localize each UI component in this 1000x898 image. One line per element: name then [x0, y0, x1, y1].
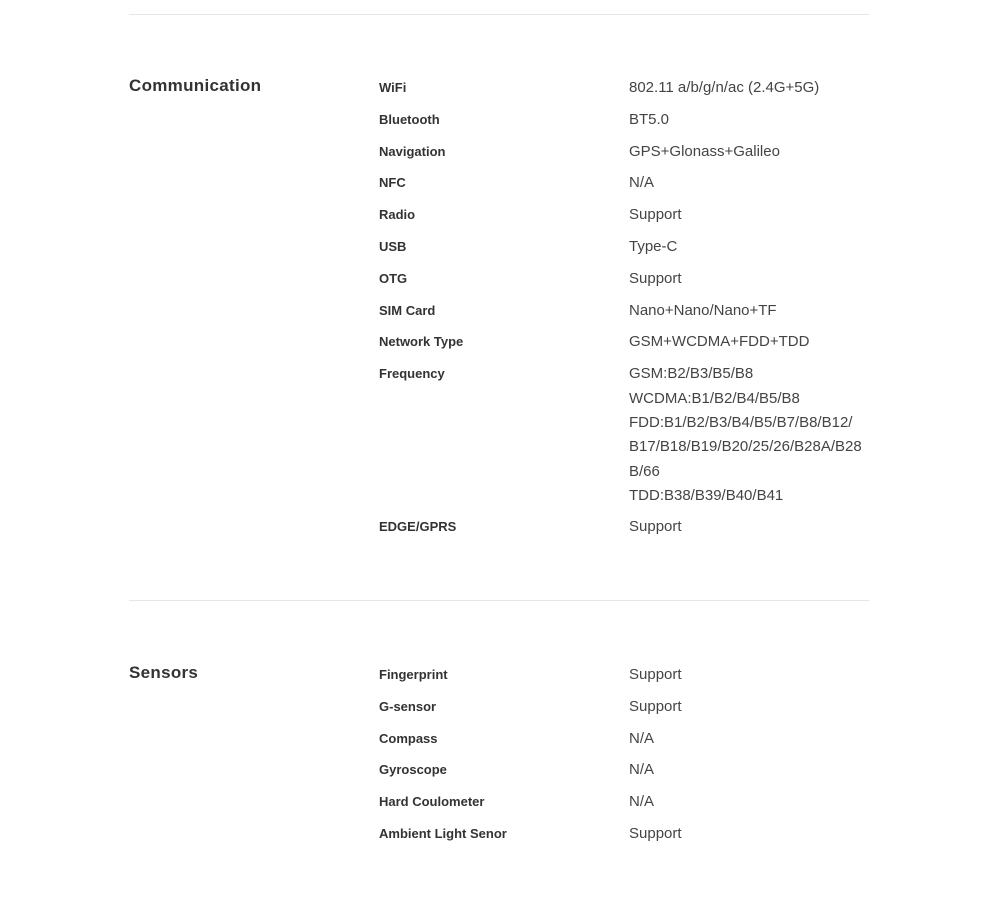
- spec-row-network-type: [379, 330, 869, 362]
- spec-value: Nano+Nano/Nano+TF: [629, 301, 777, 319]
- spec-value: 802.11 a/b/g/n/ac (2.4G+5G): [629, 79, 820, 96]
- section-divider: [129, 600, 869, 601]
- spec-label: SIM Card: [379, 302, 436, 318]
- spec-row-fingerprint: [379, 663, 869, 695]
- spec-label: Fingerprint: [379, 667, 448, 682]
- spec-value: GSM:B2/B3/B5/B8 WCDMA:B1/B2/B4/B5/B8 FDD:B1/B2/B3/B4/B5/B7/B8/B12/ B17/B18/B19/B20/25/26/B28A/B28 B/66 TDD:B38/B39/B40/B41: [629, 365, 862, 505]
- section-title-communication: Communication: [129, 76, 262, 95]
- spec-row-g-sensor: [379, 695, 869, 727]
- spec-label: Frequency: [379, 366, 445, 382]
- spec-value: Support: [629, 518, 682, 536]
- spec-value: N/A: [629, 729, 655, 747]
- spec-value: N/A: [629, 174, 655, 192]
- spec-label: WiFi: [379, 80, 407, 95]
- spec-row-wifi: [379, 76, 869, 108]
- section-divider-top: [129, 14, 869, 15]
- spec-label: Ambient Light Senor: [379, 825, 507, 841]
- spec-value: N/A: [629, 793, 655, 811]
- spec-value: GPS+Glonass+Galileo: [629, 142, 780, 160]
- spec-row-otg: [379, 267, 869, 299]
- spec-label: USB: [379, 238, 407, 254]
- spec-label: NFC: [379, 175, 406, 191]
- spec-row-ambient-light-senor: [379, 822, 869, 854]
- spec-row-gyroscope: [379, 758, 869, 790]
- spec-label: OTG: [379, 270, 408, 286]
- spec-row-edge-gprs: [379, 515, 869, 547]
- section-title-sensors: Sensors: [129, 663, 199, 682]
- spec-row-bluetooth: [379, 108, 869, 140]
- spec-row-frequency: [379, 362, 869, 515]
- spec-value: Support: [629, 666, 682, 683]
- spec-value: N/A: [629, 761, 655, 779]
- spec-value: Support: [629, 824, 682, 842]
- spec-value: Type-C: [629, 237, 678, 255]
- spec-label: Hard Coulometer: [379, 794, 485, 810]
- spec-value: Support: [629, 269, 682, 287]
- spec-row-usb: [379, 235, 869, 267]
- spec-value: GSM+WCDMA+FDD+TDD: [629, 333, 810, 351]
- spec-value: Support: [629, 206, 682, 224]
- spec-label: Navigation: [379, 143, 446, 159]
- spec-label: Compass: [379, 730, 438, 746]
- spec-value: Support: [629, 697, 682, 715]
- spec-row-radio: [379, 203, 869, 235]
- spec-row-navigation: [379, 140, 869, 172]
- spec-label: EDGE/GPRS: [379, 519, 457, 535]
- spec-row-hard-coulometer: [379, 790, 869, 822]
- spec-label: Network Type: [379, 334, 464, 350]
- spec-row-nfc: [379, 171, 869, 203]
- spec-label: Radio: [379, 207, 416, 223]
- spec-label: Gyroscope: [379, 762, 447, 778]
- spec-row-sim-card: [379, 299, 869, 331]
- spec-value: BT5.0: [629, 110, 670, 128]
- spec-label: G-sensor: [379, 698, 437, 714]
- communication-spec-list: [379, 76, 869, 547]
- spec-row-compass: [379, 727, 869, 759]
- spec-label: Bluetooth: [379, 111, 440, 127]
- sensors-spec-list: [379, 663, 869, 854]
